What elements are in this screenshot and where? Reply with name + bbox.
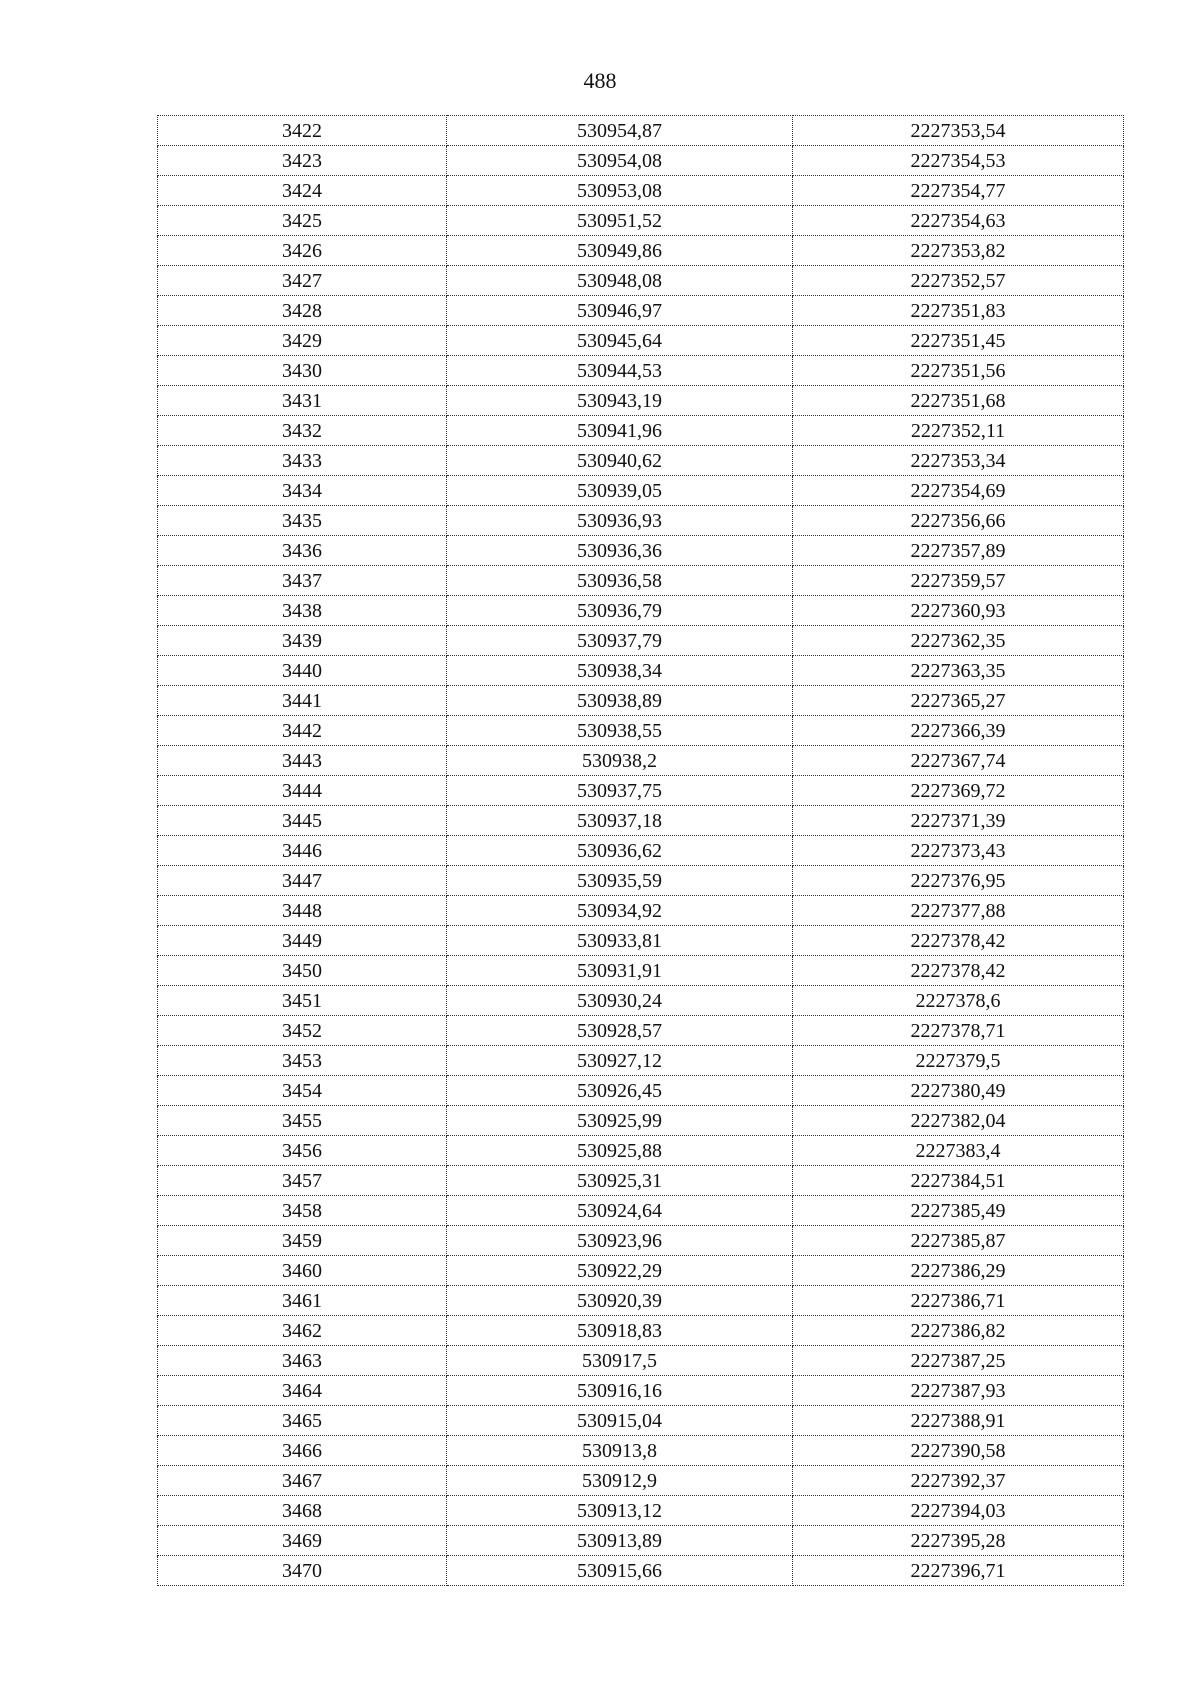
point-number-cell: 3429 (158, 326, 447, 356)
point-number-cell: 3467 (158, 1466, 447, 1496)
y-coordinate-cell: 2227386,29 (793, 1256, 1124, 1286)
point-number-cell: 3451 (158, 986, 447, 1016)
table-row (158, 1286, 1124, 1316)
x-coordinate-cell: 530953,08 (447, 176, 793, 206)
y-coordinate-cell: 2227396,71 (793, 1556, 1124, 1586)
point-number-cell: 3464 (158, 1376, 447, 1406)
table-row (158, 506, 1124, 536)
point-number-cell: 3458 (158, 1196, 447, 1226)
table-row (158, 1016, 1124, 1046)
x-coordinate-cell: 530938,34 (447, 656, 793, 686)
x-coordinate-cell: 530949,86 (447, 236, 793, 266)
point-number-cell: 3465 (158, 1406, 447, 1436)
table-row (158, 176, 1124, 206)
table-row (158, 116, 1124, 146)
y-coordinate-cell: 2227351,68 (793, 386, 1124, 416)
point-number-cell: 3422 (158, 116, 447, 146)
y-coordinate-cell: 2227386,71 (793, 1286, 1124, 1316)
table-row (158, 356, 1124, 386)
table-row (158, 1406, 1124, 1436)
table-row (158, 986, 1124, 1016)
table-row (158, 626, 1124, 656)
point-number-cell: 3450 (158, 956, 447, 986)
table-row (158, 866, 1124, 896)
table-row (158, 386, 1124, 416)
y-coordinate-cell: 2227362,35 (793, 626, 1124, 656)
y-coordinate-cell: 2227388,91 (793, 1406, 1124, 1436)
point-number-cell: 3469 (158, 1526, 447, 1556)
table-row (158, 836, 1124, 866)
y-coordinate-cell: 2227351,56 (793, 356, 1124, 386)
y-coordinate-cell: 2227367,74 (793, 746, 1124, 776)
point-number-cell: 3456 (158, 1136, 447, 1166)
x-coordinate-cell: 530954,87 (447, 116, 793, 146)
y-coordinate-cell: 2227385,49 (793, 1196, 1124, 1226)
y-coordinate-cell: 2227378,6 (793, 986, 1124, 1016)
x-coordinate-cell: 530918,83 (447, 1316, 793, 1346)
x-coordinate-cell: 530940,62 (447, 446, 793, 476)
y-coordinate-cell: 2227377,88 (793, 896, 1124, 926)
x-coordinate-cell: 530925,88 (447, 1136, 793, 1166)
table-row (158, 686, 1124, 716)
point-number-cell: 3438 (158, 596, 447, 626)
coordinates-table (157, 115, 1124, 1586)
x-coordinate-cell: 530915,04 (447, 1406, 793, 1436)
x-coordinate-cell: 530948,08 (447, 266, 793, 296)
table-row (158, 1526, 1124, 1556)
y-coordinate-cell: 2227382,04 (793, 1106, 1124, 1136)
y-coordinate-cell: 2227366,39 (793, 716, 1124, 746)
x-coordinate-cell: 530936,93 (447, 506, 793, 536)
x-coordinate-cell: 530934,92 (447, 896, 793, 926)
y-coordinate-cell: 2227378,42 (793, 926, 1124, 956)
point-number-cell: 3440 (158, 656, 447, 686)
table-row (158, 1556, 1124, 1586)
y-coordinate-cell: 2227360,93 (793, 596, 1124, 626)
y-coordinate-cell: 2227354,53 (793, 146, 1124, 176)
point-number-cell: 3435 (158, 506, 447, 536)
table-row (158, 806, 1124, 836)
table-row (158, 1226, 1124, 1256)
y-coordinate-cell: 2227376,95 (793, 866, 1124, 896)
coordinates-table-body (158, 116, 1124, 1586)
table-row (158, 1046, 1124, 1076)
point-number-cell: 3432 (158, 416, 447, 446)
x-coordinate-cell: 530938,89 (447, 686, 793, 716)
x-coordinate-cell: 530937,75 (447, 776, 793, 806)
point-number-cell: 3441 (158, 686, 447, 716)
table-row (158, 146, 1124, 176)
table-row (158, 1256, 1124, 1286)
point-number-cell: 3459 (158, 1226, 447, 1256)
y-coordinate-cell: 2227351,45 (793, 326, 1124, 356)
x-coordinate-cell: 530939,05 (447, 476, 793, 506)
x-coordinate-cell: 530917,5 (447, 1346, 793, 1376)
x-coordinate-cell: 530913,12 (447, 1496, 793, 1526)
y-coordinate-cell: 2227353,82 (793, 236, 1124, 266)
table-row (158, 776, 1124, 806)
x-coordinate-cell: 530927,12 (447, 1046, 793, 1076)
x-coordinate-cell: 530954,08 (447, 146, 793, 176)
table-row (158, 716, 1124, 746)
x-coordinate-cell: 530930,24 (447, 986, 793, 1016)
y-coordinate-cell: 2227394,03 (793, 1496, 1124, 1526)
table-row (158, 926, 1124, 956)
point-number-cell: 3447 (158, 866, 447, 896)
point-number-cell: 3455 (158, 1106, 447, 1136)
point-number-cell: 3424 (158, 176, 447, 206)
point-number-cell: 3457 (158, 1166, 447, 1196)
table-row (158, 476, 1124, 506)
y-coordinate-cell: 2227354,63 (793, 206, 1124, 236)
x-coordinate-cell: 530938,55 (447, 716, 793, 746)
table-row (158, 1466, 1124, 1496)
table-row (158, 956, 1124, 986)
point-number-cell: 3460 (158, 1256, 447, 1286)
point-number-cell: 3433 (158, 446, 447, 476)
y-coordinate-cell: 2227385,87 (793, 1226, 1124, 1256)
table-row (158, 446, 1124, 476)
x-coordinate-cell: 530936,58 (447, 566, 793, 596)
table-row (158, 1136, 1124, 1166)
x-coordinate-cell: 530937,18 (447, 806, 793, 836)
table-row (158, 656, 1124, 686)
point-number-cell: 3430 (158, 356, 447, 386)
x-coordinate-cell: 530925,31 (447, 1166, 793, 1196)
point-number-cell: 3462 (158, 1316, 447, 1346)
y-coordinate-cell: 2227392,37 (793, 1466, 1124, 1496)
x-coordinate-cell: 530941,96 (447, 416, 793, 446)
table-row (158, 1316, 1124, 1346)
point-number-cell: 3425 (158, 206, 447, 236)
y-coordinate-cell: 2227356,66 (793, 506, 1124, 536)
table-row (158, 326, 1124, 356)
x-coordinate-cell: 530936,36 (447, 536, 793, 566)
point-number-cell: 3453 (158, 1046, 447, 1076)
table-row (158, 1196, 1124, 1226)
x-coordinate-cell: 530944,53 (447, 356, 793, 386)
y-coordinate-cell: 2227380,49 (793, 1076, 1124, 1106)
x-coordinate-cell: 530925,99 (447, 1106, 793, 1136)
point-number-cell: 3436 (158, 536, 447, 566)
x-coordinate-cell: 530923,96 (447, 1226, 793, 1256)
y-coordinate-cell: 2227395,28 (793, 1526, 1124, 1556)
y-coordinate-cell: 2227351,83 (793, 296, 1124, 326)
table-row (158, 536, 1124, 566)
table-row (158, 296, 1124, 326)
table-row (158, 1076, 1124, 1106)
x-coordinate-cell: 530937,79 (447, 626, 793, 656)
table-row (158, 746, 1124, 776)
point-number-cell: 3466 (158, 1436, 447, 1466)
point-number-cell: 3445 (158, 806, 447, 836)
table-row (158, 1496, 1124, 1526)
y-coordinate-cell: 2227386,82 (793, 1316, 1124, 1346)
y-coordinate-cell: 2227371,39 (793, 806, 1124, 836)
point-number-cell: 3444 (158, 776, 447, 806)
x-coordinate-cell: 530920,39 (447, 1286, 793, 1316)
table-row (158, 416, 1124, 446)
point-number-cell: 3426 (158, 236, 447, 266)
y-coordinate-cell: 2227359,57 (793, 566, 1124, 596)
table-row (158, 596, 1124, 626)
y-coordinate-cell: 2227357,89 (793, 536, 1124, 566)
point-number-cell: 3446 (158, 836, 447, 866)
y-coordinate-cell: 2227379,5 (793, 1046, 1124, 1076)
y-coordinate-cell: 2227353,54 (793, 116, 1124, 146)
x-coordinate-cell: 530916,16 (447, 1376, 793, 1406)
x-coordinate-cell: 530924,64 (447, 1196, 793, 1226)
y-coordinate-cell: 2227387,25 (793, 1346, 1124, 1376)
point-number-cell: 3428 (158, 296, 447, 326)
y-coordinate-cell: 2227365,27 (793, 686, 1124, 716)
x-coordinate-cell: 530943,19 (447, 386, 793, 416)
point-number-cell: 3461 (158, 1286, 447, 1316)
point-number-cell: 3439 (158, 626, 447, 656)
x-coordinate-cell: 530926,45 (447, 1076, 793, 1106)
y-coordinate-cell: 2227378,71 (793, 1016, 1124, 1046)
point-number-cell: 3449 (158, 926, 447, 956)
table-row (158, 1376, 1124, 1406)
point-number-cell: 3443 (158, 746, 447, 776)
y-coordinate-cell: 2227352,11 (793, 416, 1124, 446)
table-row (158, 1166, 1124, 1196)
point-number-cell: 3448 (158, 896, 447, 926)
y-coordinate-cell: 2227353,34 (793, 446, 1124, 476)
point-number-cell: 3463 (158, 1346, 447, 1376)
x-coordinate-cell: 530913,89 (447, 1526, 793, 1556)
x-coordinate-cell: 530945,64 (447, 326, 793, 356)
x-coordinate-cell: 530915,66 (447, 1556, 793, 1586)
page-number: 488 (583, 68, 617, 93)
x-coordinate-cell: 530936,62 (447, 836, 793, 866)
point-number-cell: 3452 (158, 1016, 447, 1046)
table-row (158, 896, 1124, 926)
y-coordinate-cell: 2227373,43 (793, 836, 1124, 866)
x-coordinate-cell: 530946,97 (447, 296, 793, 326)
point-number-cell: 3423 (158, 146, 447, 176)
point-number-cell: 3468 (158, 1496, 447, 1526)
table-row (158, 1436, 1124, 1466)
x-coordinate-cell: 530912,9 (447, 1466, 793, 1496)
point-number-cell: 3454 (158, 1076, 447, 1106)
y-coordinate-cell: 2227378,42 (793, 956, 1124, 986)
y-coordinate-cell: 2227352,57 (793, 266, 1124, 296)
point-number-cell: 3427 (158, 266, 447, 296)
table-row (158, 266, 1124, 296)
point-number-cell: 3470 (158, 1556, 447, 1586)
x-coordinate-cell: 530951,52 (447, 206, 793, 236)
x-coordinate-cell: 530938,2 (447, 746, 793, 776)
point-number-cell: 3442 (158, 716, 447, 746)
x-coordinate-cell: 530931,91 (447, 956, 793, 986)
y-coordinate-cell: 2227390,58 (793, 1436, 1124, 1466)
table-row (158, 566, 1124, 596)
x-coordinate-cell: 530933,81 (447, 926, 793, 956)
x-coordinate-cell: 530936,79 (447, 596, 793, 626)
y-coordinate-cell: 2227384,51 (793, 1166, 1124, 1196)
y-coordinate-cell: 2227383,4 (793, 1136, 1124, 1166)
y-coordinate-cell: 2227387,93 (793, 1376, 1124, 1406)
point-number-cell: 3437 (158, 566, 447, 596)
y-coordinate-cell: 2227363,35 (793, 656, 1124, 686)
x-coordinate-cell: 530928,57 (447, 1016, 793, 1046)
table-row (158, 206, 1124, 236)
point-number-cell: 3431 (158, 386, 447, 416)
table-row (158, 1346, 1124, 1376)
y-coordinate-cell: 2227354,69 (793, 476, 1124, 506)
x-coordinate-cell: 530935,59 (447, 866, 793, 896)
x-coordinate-cell: 530922,29 (447, 1256, 793, 1286)
point-number-cell: 3434 (158, 476, 447, 506)
y-coordinate-cell: 2227369,72 (793, 776, 1124, 806)
x-coordinate-cell: 530913,8 (447, 1436, 793, 1466)
y-coordinate-cell: 2227354,77 (793, 176, 1124, 206)
table-row (158, 236, 1124, 266)
table-row (158, 1106, 1124, 1136)
